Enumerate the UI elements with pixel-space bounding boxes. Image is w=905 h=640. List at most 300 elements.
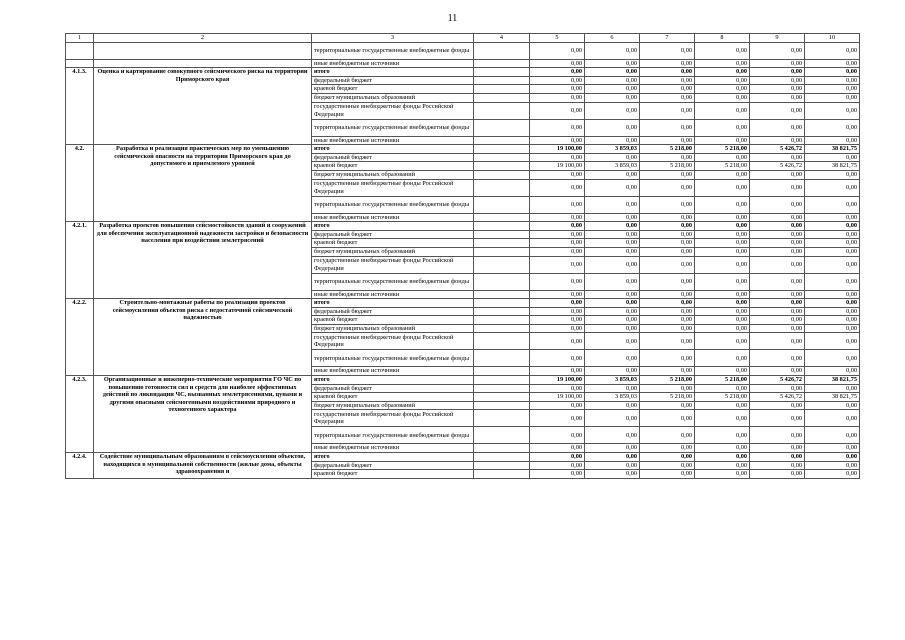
row-name: Строительно-монтажные работы по реализации проектов сейсмоусиления объектов риска с недостаточной сейсмической надежностью	[94, 299, 312, 376]
value-cell: 5 218,00	[640, 162, 695, 171]
column-4-cell	[474, 453, 530, 462]
column-4-cell	[474, 162, 530, 171]
value-cell: 0,00	[750, 256, 805, 273]
value-cell: 0,00	[695, 76, 750, 85]
value-cell: 0,00	[750, 93, 805, 102]
value-cell: 0,00	[640, 153, 695, 162]
funding-source: итого	[312, 299, 474, 308]
column-4-cell	[474, 333, 530, 350]
column-header: 5	[530, 34, 585, 43]
value-cell: 0,00	[750, 299, 805, 308]
value-cell: 0,00	[750, 230, 805, 239]
value-cell: 0,00	[695, 102, 750, 119]
value-cell: 0,00	[640, 247, 695, 256]
value-cell: 0,00	[805, 307, 860, 316]
value-cell: 0,00	[585, 367, 640, 376]
value-cell: 0,00	[750, 76, 805, 85]
value-cell: 0,00	[750, 427, 805, 444]
funding-source: территориальные государственные внебюджетные фонды	[312, 42, 474, 59]
column-4-cell	[474, 230, 530, 239]
value-cell: 0,00	[750, 273, 805, 290]
value-cell: 0,00	[640, 119, 695, 136]
column-4-cell	[474, 393, 530, 402]
value-cell: 0,00	[805, 256, 860, 273]
value-cell: 3 859,03	[585, 376, 640, 385]
value-cell: 0,00	[640, 239, 695, 248]
value-cell: 0,00	[750, 247, 805, 256]
funding-source: федеральный бюджет	[312, 153, 474, 162]
row-name	[94, 42, 312, 59]
row-code	[66, 42, 94, 59]
value-cell: 0,00	[695, 256, 750, 273]
value-cell: 0,00	[695, 42, 750, 59]
value-cell: 0,00	[805, 273, 860, 290]
value-cell: 0,00	[695, 179, 750, 196]
value-cell: 0,00	[750, 350, 805, 367]
value-cell: 0,00	[530, 239, 585, 248]
row-code: 4.2.2.	[66, 299, 94, 376]
value-cell: 5 218,00	[640, 376, 695, 385]
column-header: 1	[66, 34, 94, 43]
value-cell: 0,00	[750, 85, 805, 94]
value-cell: 5 218,00	[640, 145, 695, 154]
value-cell: 0,00	[640, 401, 695, 410]
value-cell: 0,00	[530, 222, 585, 231]
value-cell: 0,00	[640, 256, 695, 273]
row-code: 4.1.3.	[66, 68, 94, 145]
value-cell: 0,00	[695, 470, 750, 479]
value-cell: 0,00	[585, 333, 640, 350]
value-cell: 0,00	[695, 213, 750, 222]
value-cell: 0,00	[585, 222, 640, 231]
column-4-cell	[474, 136, 530, 145]
value-cell: 0,00	[530, 307, 585, 316]
row-code: 4.2.	[66, 145, 94, 222]
funding-source: итого	[312, 145, 474, 154]
value-cell: 0,00	[695, 333, 750, 350]
funding-source: государственные внебюджетные фонды Российской Федерации	[312, 179, 474, 196]
value-cell: 0,00	[750, 410, 805, 427]
value-cell: 19 100,00	[530, 376, 585, 385]
row-name: Организационные и инженерно-технические мероприятия ГО ЧС по повышению готовности сил и средств для наиболее эффективных действий по ликвидации ЧС, вызванных землетрясениями, цунами и другими опасными сейсмогенными воздействиями природного и техногенного характера	[94, 376, 312, 453]
value-cell: 0,00	[805, 68, 860, 77]
row-code	[66, 59, 94, 68]
value-cell: 0,00	[640, 213, 695, 222]
column-4-cell	[474, 290, 530, 299]
funding-source: государственные внебюджетные фонды Российской Федерации	[312, 102, 474, 119]
column-4-cell	[474, 247, 530, 256]
table-row	[66, 68, 860, 77]
table-row	[66, 222, 860, 231]
funding-source: иные внебюджетные источники	[312, 59, 474, 68]
column-4-cell	[474, 324, 530, 333]
funding-source: краевой бюджет	[312, 85, 474, 94]
funding-source: итого	[312, 68, 474, 77]
value-cell: 0,00	[640, 93, 695, 102]
value-cell: 0,00	[585, 85, 640, 94]
value-cell: 0,00	[805, 316, 860, 325]
value-cell: 0,00	[695, 196, 750, 213]
value-cell: 5 218,00	[695, 376, 750, 385]
value-cell: 0,00	[585, 68, 640, 77]
value-cell: 0,00	[530, 170, 585, 179]
value-cell: 0,00	[530, 410, 585, 427]
column-4-cell	[474, 376, 530, 385]
column-4-cell	[474, 213, 530, 222]
value-cell: 0,00	[530, 85, 585, 94]
column-4-cell	[474, 273, 530, 290]
value-cell: 5 426,72	[750, 145, 805, 154]
value-cell: 0,00	[805, 170, 860, 179]
value-cell: 0,00	[695, 401, 750, 410]
column-4-cell	[474, 256, 530, 273]
value-cell: 0,00	[585, 76, 640, 85]
funding-source: иные внебюджетные источники	[312, 213, 474, 222]
column-4-cell	[474, 239, 530, 248]
value-cell: 0,00	[805, 93, 860, 102]
column-4-cell	[474, 427, 530, 444]
value-cell: 0,00	[750, 119, 805, 136]
column-4-cell	[474, 299, 530, 308]
value-cell: 0,00	[640, 410, 695, 427]
funding-source: бюджет муниципальных образований	[312, 324, 474, 333]
column-4-cell	[474, 196, 530, 213]
value-cell: 0,00	[695, 68, 750, 77]
value-cell: 0,00	[585, 316, 640, 325]
value-cell: 0,00	[640, 68, 695, 77]
funding-source: итого	[312, 376, 474, 385]
column-4-cell	[474, 444, 530, 453]
column-4-cell	[474, 401, 530, 410]
value-cell: 0,00	[530, 444, 585, 453]
value-cell: 0,00	[585, 461, 640, 470]
funding-source: иные внебюджетные источники	[312, 444, 474, 453]
column-4-cell	[474, 68, 530, 77]
column-4-cell	[474, 153, 530, 162]
value-cell: 0,00	[640, 453, 695, 462]
table-row	[66, 145, 860, 154]
funding-source: территориальные государственные внебюджетные фонды	[312, 350, 474, 367]
value-cell: 0,00	[750, 239, 805, 248]
funding-source: федеральный бюджет	[312, 384, 474, 393]
column-4-cell	[474, 85, 530, 94]
value-cell: 0,00	[530, 333, 585, 350]
value-cell: 0,00	[640, 307, 695, 316]
value-cell: 0,00	[805, 384, 860, 393]
value-cell: 5 426,72	[750, 393, 805, 402]
funding-source: бюджет муниципальных образований	[312, 93, 474, 102]
value-cell: 0,00	[585, 59, 640, 68]
column-4-cell	[474, 367, 530, 376]
value-cell: 0,00	[750, 384, 805, 393]
value-cell: 0,00	[695, 59, 750, 68]
funding-source: итого	[312, 453, 474, 462]
value-cell: 0,00	[805, 230, 860, 239]
value-cell: 0,00	[750, 453, 805, 462]
value-cell: 0,00	[585, 213, 640, 222]
value-cell: 0,00	[695, 119, 750, 136]
value-cell: 0,00	[750, 213, 805, 222]
value-cell: 0,00	[585, 230, 640, 239]
value-cell: 3 859,03	[585, 162, 640, 171]
value-cell: 0,00	[750, 470, 805, 479]
value-cell: 0,00	[530, 93, 585, 102]
value-cell: 0,00	[695, 85, 750, 94]
column-header: 7	[640, 34, 695, 43]
value-cell: 0,00	[750, 333, 805, 350]
value-cell: 0,00	[640, 179, 695, 196]
value-cell: 0,00	[695, 153, 750, 162]
value-cell: 0,00	[585, 410, 640, 427]
value-cell: 0,00	[640, 102, 695, 119]
value-cell: 0,00	[805, 367, 860, 376]
value-cell: 0,00	[805, 213, 860, 222]
value-cell: 0,00	[530, 102, 585, 119]
funding-source: федеральный бюджет	[312, 76, 474, 85]
value-cell: 0,00	[640, 316, 695, 325]
value-cell: 0,00	[585, 102, 640, 119]
value-cell: 0,00	[750, 290, 805, 299]
value-cell: 0,00	[640, 230, 695, 239]
value-cell: 0,00	[805, 350, 860, 367]
value-cell: 0,00	[805, 153, 860, 162]
funding-source: государственные внебюджетные фонды Российской Федерации	[312, 333, 474, 350]
value-cell: 0,00	[695, 93, 750, 102]
value-cell: 0,00	[530, 367, 585, 376]
table-row	[66, 59, 860, 68]
funding-source: государственные внебюджетные фонды Российской Федерации	[312, 410, 474, 427]
value-cell: 0,00	[530, 213, 585, 222]
funding-source: территориальные государственные внебюджетные фонды	[312, 427, 474, 444]
value-cell: 0,00	[640, 59, 695, 68]
value-cell: 0,00	[805, 247, 860, 256]
value-cell: 0,00	[695, 299, 750, 308]
value-cell: 0,00	[695, 427, 750, 444]
value-cell: 0,00	[805, 410, 860, 427]
value-cell: 0,00	[640, 367, 695, 376]
column-header: 2	[94, 34, 312, 43]
row-code: 4.2.1.	[66, 222, 94, 299]
funding-source: государственные внебюджетные фонды Российской Федерации	[312, 256, 474, 273]
value-cell: 0,00	[805, 453, 860, 462]
value-cell: 0,00	[805, 42, 860, 59]
column-header: 8	[695, 34, 750, 43]
column-header: 10	[805, 34, 860, 43]
row-code: 4.2.4.	[66, 453, 94, 479]
row-code: 4.2.3.	[66, 376, 94, 453]
value-cell: 0,00	[640, 76, 695, 85]
value-cell: 0,00	[530, 230, 585, 239]
column-4-cell	[474, 119, 530, 136]
funding-source: иные внебюджетные источники	[312, 290, 474, 299]
value-cell: 0,00	[805, 85, 860, 94]
value-cell: 0,00	[805, 470, 860, 479]
value-cell: 3 859,03	[585, 145, 640, 154]
value-cell: 0,00	[695, 307, 750, 316]
column-4-cell	[474, 350, 530, 367]
value-cell: 0,00	[530, 324, 585, 333]
value-cell: 0,00	[695, 444, 750, 453]
value-cell: 0,00	[585, 290, 640, 299]
value-cell: 0,00	[530, 461, 585, 470]
header-row	[66, 34, 860, 43]
table-row	[66, 299, 860, 308]
column-header: 3	[312, 34, 474, 43]
value-cell: 5 218,00	[695, 393, 750, 402]
funding-source: краевой бюджет	[312, 470, 474, 479]
value-cell: 0,00	[805, 333, 860, 350]
value-cell: 0,00	[640, 196, 695, 213]
value-cell: 0,00	[585, 273, 640, 290]
funding-source: федеральный бюджет	[312, 461, 474, 470]
row-name	[94, 59, 312, 68]
value-cell: 5 426,72	[750, 162, 805, 171]
value-cell: 0,00	[805, 299, 860, 308]
value-cell: 0,00	[750, 102, 805, 119]
column-4-cell	[474, 102, 530, 119]
table-row	[66, 42, 860, 59]
column-4-cell	[474, 384, 530, 393]
table-row	[66, 453, 860, 462]
column-4-cell	[474, 76, 530, 85]
value-cell: 0,00	[530, 179, 585, 196]
column-4-cell	[474, 461, 530, 470]
funding-source: бюджет муниципальных образований	[312, 401, 474, 410]
column-4-cell	[474, 170, 530, 179]
funding-source: иные внебюджетные источники	[312, 367, 474, 376]
value-cell: 0,00	[530, 119, 585, 136]
value-cell: 0,00	[750, 136, 805, 145]
value-cell: 0,00	[695, 230, 750, 239]
value-cell: 0,00	[695, 170, 750, 179]
budget-table	[65, 33, 860, 479]
value-cell: 0,00	[805, 119, 860, 136]
value-cell: 0,00	[750, 153, 805, 162]
value-cell: 0,00	[695, 290, 750, 299]
value-cell: 0,00	[695, 461, 750, 470]
value-cell: 19 100,00	[530, 145, 585, 154]
value-cell: 0,00	[585, 93, 640, 102]
column-4-cell	[474, 410, 530, 427]
value-cell: 0,00	[640, 384, 695, 393]
value-cell: 0,00	[805, 239, 860, 248]
funding-source: территориальные государственные внебюджетные фонды	[312, 273, 474, 290]
value-cell: 0,00	[640, 170, 695, 179]
value-cell: 0,00	[585, 239, 640, 248]
value-cell: 0,00	[695, 384, 750, 393]
value-cell: 0,00	[640, 222, 695, 231]
value-cell: 0,00	[750, 222, 805, 231]
value-cell: 0,00	[530, 427, 585, 444]
value-cell: 0,00	[530, 273, 585, 290]
value-cell: 0,00	[695, 453, 750, 462]
value-cell: 0,00	[530, 153, 585, 162]
value-cell: 0,00	[695, 324, 750, 333]
value-cell: 0,00	[640, 136, 695, 145]
value-cell: 5 218,00	[640, 393, 695, 402]
value-cell: 0,00	[585, 42, 640, 59]
value-cell: 0,00	[640, 290, 695, 299]
row-name: Содействие муниципальным образованиям в сейсмоусилении объектов, находящихся в муниципальной собственности (жилые дома, объекты здравоохранения и	[94, 453, 312, 479]
value-cell: 0,00	[805, 196, 860, 213]
value-cell: 0,00	[805, 290, 860, 299]
funding-source: краевой бюджет	[312, 316, 474, 325]
value-cell: 0,00	[585, 153, 640, 162]
value-cell: 0,00	[695, 316, 750, 325]
value-cell: 0,00	[640, 299, 695, 308]
value-cell: 0,00	[585, 444, 640, 453]
value-cell: 0,00	[530, 401, 585, 410]
value-cell: 0,00	[805, 444, 860, 453]
value-cell: 0,00	[750, 59, 805, 68]
value-cell: 0,00	[695, 239, 750, 248]
value-cell: 3 859,03	[585, 393, 640, 402]
value-cell: 0,00	[750, 461, 805, 470]
value-cell: 0,00	[805, 136, 860, 145]
value-cell: 0,00	[695, 136, 750, 145]
funding-source: бюджет муниципальных образований	[312, 247, 474, 256]
value-cell: 0,00	[530, 247, 585, 256]
value-cell: 0,00	[640, 427, 695, 444]
value-cell: 38 821,75	[805, 162, 860, 171]
value-cell: 0,00	[640, 42, 695, 59]
value-cell: 19 100,00	[530, 393, 585, 402]
value-cell: 0,00	[695, 273, 750, 290]
value-cell: 0,00	[585, 179, 640, 196]
value-cell: 0,00	[750, 196, 805, 213]
value-cell: 0,00	[585, 384, 640, 393]
value-cell: 0,00	[585, 401, 640, 410]
funding-source: бюджет муниципальных образований	[312, 170, 474, 179]
value-cell: 0,00	[750, 42, 805, 59]
value-cell: 0,00	[585, 119, 640, 136]
funding-source: краевой бюджет	[312, 239, 474, 248]
row-name: Разработка и реализация практических мер по уменьшению сейсмической опасности на территории Приморского края до допустимого и приемлемого уровней	[94, 145, 312, 222]
value-cell: 0,00	[805, 222, 860, 231]
value-cell: 0,00	[585, 170, 640, 179]
row-name: Оценка и картирование совокупного сейсмического риска на территории Приморского края	[94, 68, 312, 145]
value-cell: 0,00	[805, 179, 860, 196]
column-4-cell	[474, 179, 530, 196]
value-cell: 19 100,00	[530, 162, 585, 171]
value-cell: 0,00	[585, 136, 640, 145]
value-cell: 0,00	[750, 444, 805, 453]
funding-source: краевой бюджет	[312, 393, 474, 402]
value-cell: 0,00	[640, 324, 695, 333]
value-cell: 0,00	[585, 453, 640, 462]
value-cell: 0,00	[640, 461, 695, 470]
value-cell: 0,00	[530, 299, 585, 308]
value-cell: 0,00	[750, 401, 805, 410]
value-cell: 38 821,75	[805, 393, 860, 402]
value-cell: 38 821,75	[805, 376, 860, 385]
value-cell: 0,00	[585, 247, 640, 256]
value-cell: 0,00	[530, 196, 585, 213]
value-cell: 0,00	[640, 273, 695, 290]
value-cell: 0,00	[805, 102, 860, 119]
column-header: 9	[750, 34, 805, 43]
value-cell: 0,00	[530, 256, 585, 273]
value-cell: 0,00	[695, 367, 750, 376]
value-cell: 0,00	[750, 324, 805, 333]
value-cell: 0,00	[585, 307, 640, 316]
value-cell: 0,00	[805, 324, 860, 333]
column-4-cell	[474, 316, 530, 325]
value-cell: 0,00	[530, 290, 585, 299]
column-header: 6	[585, 34, 640, 43]
value-cell: 0,00	[530, 453, 585, 462]
column-4-cell	[474, 145, 530, 154]
